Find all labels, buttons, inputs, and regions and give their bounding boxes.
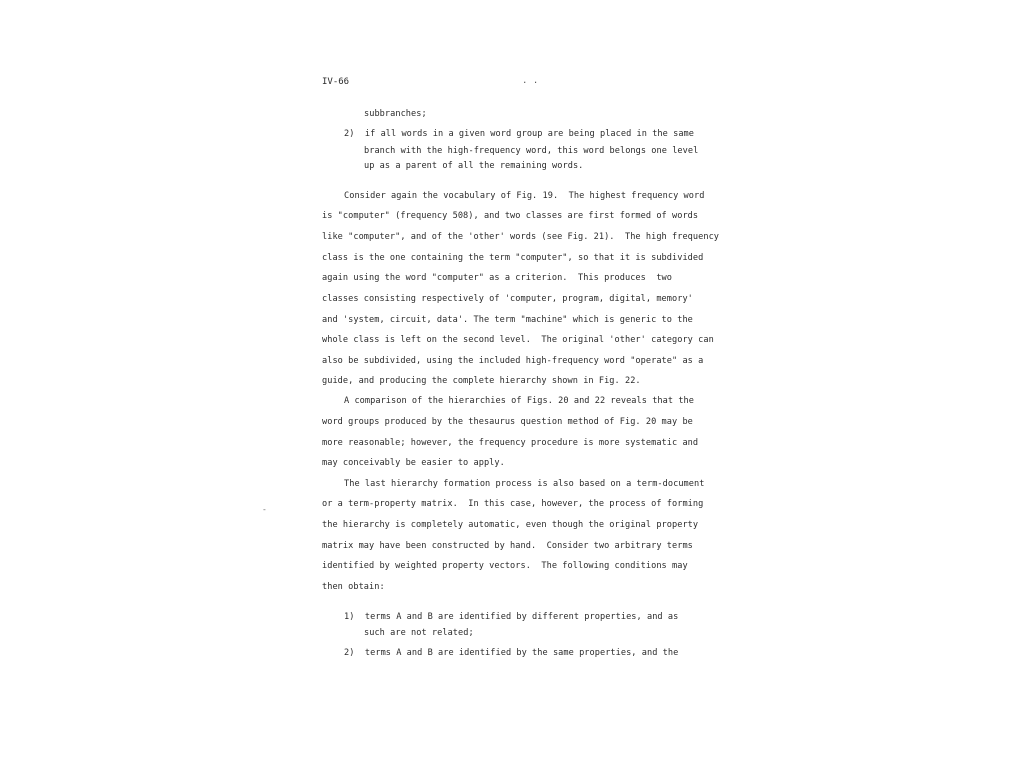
text-line: matrix may have been constructed by hand. Consider two arbitrary terms (322, 541, 693, 551)
text-line: 1) terms A and B are identified by different properties, and as (344, 612, 679, 622)
header-dots: . . (522, 76, 539, 86)
text-line: also be subdivided, using the included high-frequency word "operate" as a (322, 356, 704, 366)
text-line: 2) terms A and B are identified by the same properties, and the (344, 648, 679, 658)
text-line: identified by weighted property vectors. The following conditions may (322, 561, 688, 571)
page-number: IV-66 (322, 77, 350, 87)
text-line: A comparison of the hierarchies of Figs. 20 and 22 reveals that the (344, 396, 694, 406)
text-line: and 'system, circuit, data'. The term "machine" which is generic to the (322, 315, 693, 325)
text-line: branch with the high-frequency word, this word belongs one level (364, 146, 699, 156)
text-line: guide, and producing the complete hierarchy shown in Fig. 22. (322, 376, 641, 386)
text-line: like "computer", and of the 'other' words (see Fig. 21). The high frequency (322, 232, 720, 242)
text-line: the hierarchy is completely automatic, even though the original property (322, 520, 699, 530)
text-line: Consider again the vocabulary of Fig. 19. The highest frequency word (344, 191, 705, 201)
text-line: may conceivably be easier to apply. (322, 458, 505, 468)
text-line: again using the word "computer" as a criterion. This produces two (322, 273, 672, 283)
text-line: such are not related; (364, 628, 474, 638)
text-line: 2) if all words in a given word group are being placed in the same (344, 129, 694, 139)
text-line: or a term-property matrix. In this case, however, the process of forming (322, 499, 704, 509)
text-line: class is the one containing the term "computer", so that it is subdivided (322, 253, 704, 263)
text-line: classes consisting respectively of 'computer, program, digital, memory' (322, 294, 693, 304)
text-line: up as a parent of all the remaining words. (364, 161, 584, 171)
margin-mark: - (262, 505, 267, 514)
text-line: The last hierarchy formation process is also based on a term-document (344, 479, 705, 489)
text-line: subbranches; (364, 109, 427, 119)
text-line: then obtain: (322, 582, 385, 592)
text-line: is "computer" (frequency 508), and two classes are first formed of words (322, 211, 699, 221)
text-line: word groups produced by the thesaurus question method of Fig. 20 may be (322, 417, 693, 427)
text-line: more reasonable; however, the frequency procedure is more systematic and (322, 438, 699, 448)
text-line: whole class is left on the second level. The original 'other' category can (322, 335, 714, 345)
